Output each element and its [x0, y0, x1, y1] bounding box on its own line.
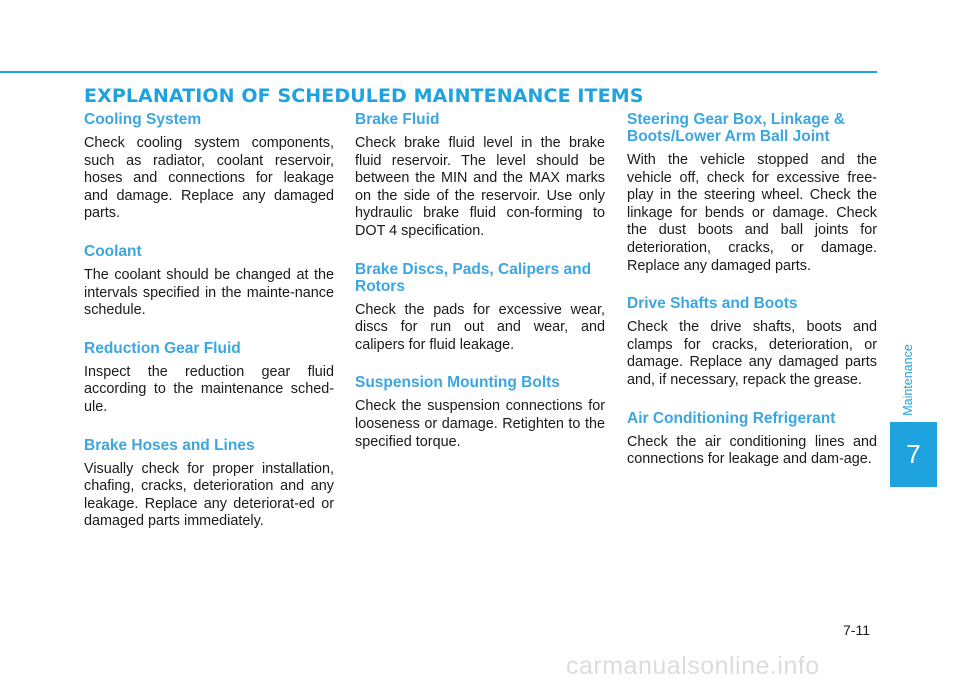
- section-heading: Brake Discs, Pads, Calipers and Rotors: [355, 260, 592, 295]
- section-body: Check cooling system components, such as radiator, coolant reservoir, hoses and connections for leakage and damage. Replace any damaged parts.: [84, 135, 334, 222]
- section-body: Visually check for proper installation, chafing, cracks, deterioration and any leakage. Replace any deteriorat-ed or damaged parts immediately.: [84, 460, 334, 530]
- section-heading: Cooling System: [84, 111, 202, 128]
- section-brake-fluid: [355, 111, 605, 241]
- section-heading: Suspension Mounting Bolts: [355, 374, 560, 392]
- section-air-conditioning-refrigerant: [627, 410, 877, 469]
- section-heading: Steering Gear Box, Linkage & Boots/Lower Arm Ball Joint: [627, 111, 845, 145]
- page-number: 7-11: [843, 622, 870, 638]
- section-body: Check brake fluid level in the brake fluid reservoir. The level should be between the MIN and the MAX marks on the side of the reservoir. Use only hydraulic brake fluid con-forming to DOT 4 specification.: [355, 135, 605, 239]
- section-body: Check the pads for excessive wear, discs for run out and wear, and calipers for fluid leakage.: [355, 301, 605, 353]
- section-reduction-gear-fluid: [84, 340, 334, 417]
- section-body: Inspect the reduction gear fluid according to the maintenance sched-ule.: [84, 363, 334, 415]
- content-column-1: [84, 111, 334, 551]
- content-column-3: [627, 111, 877, 489]
- section-coolant: [84, 243, 334, 320]
- chapter-tab: 7: [890, 422, 937, 487]
- section-cooling-system: [84, 111, 334, 223]
- section-body: With the vehicle stopped and the vehicle off, check for excessive free-play in the steering wheel. Check the linkage for bends or damage. Check the dust boots and ball joints for deterioration, cracks, or damage. Replace any damaged parts.: [627, 152, 877, 274]
- section-body: Check the drive shafts, boots and clamps for cracks, deterioration, or damage. Replace any damaged parts and, if necessary, repack the grease.: [627, 319, 877, 388]
- chapter-side-label: [896, 340, 920, 420]
- section-suspension-mounting-bolts: [355, 374, 605, 451]
- section-body: Check the suspension connections for looseness or damage. Retighten to the specified torque.: [355, 398, 605, 450]
- section-drive-shafts-and-boots: [627, 295, 877, 389]
- section-heading: Coolant: [84, 242, 142, 260]
- section-heading: Brake Hoses and Lines: [84, 436, 255, 454]
- section-heading: Brake Fluid: [355, 111, 440, 128]
- watermark: carmanualsonline.info: [566, 652, 820, 680]
- section-brake-discs-pads: [355, 261, 605, 355]
- section-body: The coolant should be changed at the intervals specified in the mainte-nance schedule.: [84, 266, 334, 319]
- content-column-2: [355, 111, 605, 471]
- section-steering-gear-box: [627, 111, 877, 275]
- section-heading: Drive Shafts and Boots: [627, 295, 798, 313]
- header-rule: [0, 71, 877, 73]
- page-title: EXPLANATION OF SCHEDULED MAINTENANCE ITEMS: [84, 85, 644, 107]
- section-brake-hoses-and-lines: [84, 437, 334, 531]
- section-body: Check the air conditioning lines and connections for leakage and dam-age.: [627, 433, 877, 468]
- chapter-side-label-text: Maintenance: [901, 344, 916, 416]
- section-heading: Air Conditioning Refrigerant: [627, 409, 836, 427]
- section-heading: Reduction Gear Fluid: [84, 339, 241, 357]
